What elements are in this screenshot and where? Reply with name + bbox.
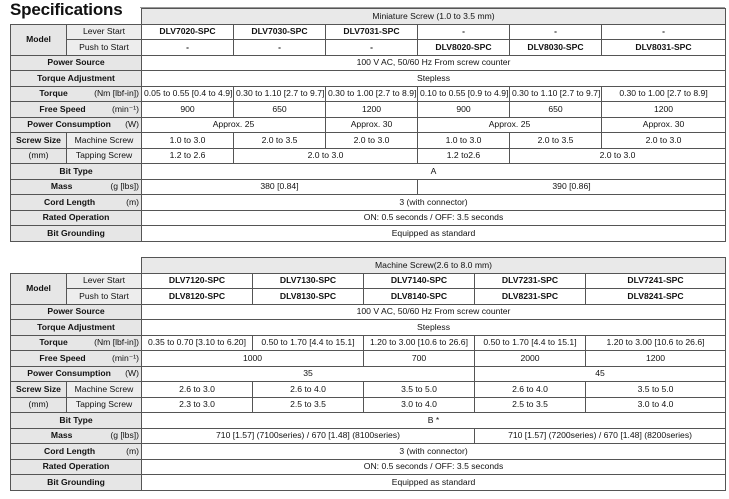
torque-adjustment-value: Stepless — [142, 71, 726, 87]
free-speed-label-text: Free Speed — [39, 352, 86, 363]
lever-start-label: Lever Start — [67, 24, 142, 40]
model-cell: DLV7120-SPC — [142, 273, 253, 289]
torque-value: 0.30 to 1.10 [2.7 to 9.7] — [234, 86, 326, 102]
tapping-screw-label: Tapping Screw — [67, 397, 142, 413]
model-cell: DLV7241-SPC — [586, 273, 726, 289]
machine-screw-value: 1.0 to 3.0 — [142, 133, 234, 149]
model-cell: DLV7231-SPC — [475, 273, 586, 289]
tapping-screw-label: Tapping Screw — [67, 148, 142, 164]
model-cell: DLV7031-SPC — [326, 24, 418, 40]
free-speed-value: 1200 — [326, 102, 418, 118]
power-consumption-value: 35 — [142, 366, 475, 382]
model-cell: DLV8130-SPC — [253, 289, 364, 305]
torque-value: 0.05 to 0.55 [0.4 to 4.9] — [142, 86, 234, 102]
model-cell: DLV8241-SPC — [586, 289, 726, 305]
screw-size-label: Screw Size — [11, 133, 67, 149]
free-speed-value: 650 — [510, 102, 602, 118]
power-consumption-unit: (W) — [125, 119, 139, 130]
model-cell: DLV8030-SPC — [510, 40, 602, 56]
cord-length-label — [11, 444, 142, 460]
mass-value: 710 [1.57] (7200series) / 670 [1.48] (8200series) — [475, 428, 726, 444]
cord-length-value: 3 (with connector) — [142, 195, 726, 211]
free-speed-value: 900 — [418, 102, 510, 118]
screw-size-unit: (mm) — [11, 148, 67, 164]
torque-value: 0.50 to 1.70 [4.4 to 15.1] — [253, 335, 364, 351]
bit-grounding-label: Bit Grounding — [11, 226, 142, 242]
torque-value: 0.30 to 1.00 [2.7 to 8.9] — [326, 86, 418, 102]
torque-adjustment-label: Torque Adjustment — [11, 71, 142, 87]
lever-start-label: Lever Start — [67, 273, 142, 289]
power-consumption-value: 45 — [475, 366, 726, 382]
model-cell: - — [418, 24, 510, 40]
machine-screw-value: 2.0 to 3.0 — [602, 133, 726, 149]
tapping-screw-value: 2.0 to 3.0 — [510, 148, 726, 164]
rated-operation-value: ON: 0.5 seconds / OFF: 3.5 seconds — [142, 459, 726, 475]
mass-label-text: Mass — [50, 181, 73, 192]
model-cell: DLV8031-SPC — [602, 40, 726, 56]
free-speed-label — [11, 351, 142, 367]
mass-value: 380 [0.84] — [142, 179, 418, 195]
free-speed-label-text: Free Speed — [39, 103, 86, 114]
free-speed-value: 1000 — [142, 351, 364, 367]
free-speed-unit: (min⁻¹) — [112, 352, 139, 363]
push-start-label: Push to Start — [67, 289, 142, 305]
tapping-screw-value: 3.0 to 4.0 — [364, 397, 475, 413]
screw-size-label: Screw Size — [11, 382, 67, 398]
torque-label-text: Torque — [39, 88, 68, 99]
group-header: Miniature Screw (1.0 to 3.5 mm) — [142, 9, 726, 25]
torque-value: 0.30 to 1.00 [2.7 to 8.9] — [602, 86, 726, 102]
model-cell: DLV8231-SPC — [475, 289, 586, 305]
machine-screw-value: 2.6 to 3.0 — [142, 382, 253, 398]
free-speed-label — [11, 102, 142, 118]
torque-value: 0.50 to 1.70 [4.4 to 15.1] — [475, 335, 586, 351]
model-cell: - — [602, 24, 726, 40]
machine-screw-value: 2.6 to 4.0 — [253, 382, 364, 398]
torque-value: 1.20 to 3.00 [10.6 to 26.6] — [364, 335, 475, 351]
bit-type-label: Bit Type — [11, 164, 142, 180]
free-speed-value: 1200 — [602, 102, 726, 118]
free-speed-unit: (min⁻¹) — [112, 103, 139, 114]
model-cell: - — [326, 40, 418, 56]
model-label: Model — [11, 24, 67, 55]
machine-screw-value: 2.0 to 3.0 — [326, 133, 418, 149]
power-consumption-label-text: Power Consumption — [27, 119, 111, 130]
push-start-label: Push to Start — [67, 40, 142, 56]
machine-screw-value: 2.0 to 3.5 — [510, 133, 602, 149]
page-title: Specifications — [10, 0, 123, 19]
power-consumption-value: Approx. 30 — [326, 117, 418, 133]
bit-grounding-label: Bit Grounding — [11, 475, 142, 491]
tapping-screw-value: 1.2 to2.6 — [418, 148, 510, 164]
torque-unit: (Nm [lbf-in]) — [94, 337, 139, 348]
torque-value: 1.20 to 3.00 [10.6 to 26.6] — [586, 335, 726, 351]
power-consumption-value: Approx. 25 — [142, 117, 326, 133]
machine-screw-value: 2.6 to 4.0 — [475, 382, 586, 398]
model-cell: DLV8140-SPC — [364, 289, 475, 305]
tapping-screw-value: 2.5 to 3.5 — [253, 397, 364, 413]
cord-length-label — [11, 195, 142, 211]
torque-value: 0.30 to 1.10 [2.7 to 9.7] — [510, 86, 602, 102]
bit-type-label: Bit Type — [11, 413, 142, 429]
mass-unit: (g [lbs]) — [110, 430, 139, 441]
free-speed-value: 2000 — [475, 351, 586, 367]
tapping-screw-value: 2.5 to 3.5 — [475, 397, 586, 413]
power-consumption-label — [11, 117, 142, 133]
screw-size-unit: (mm) — [11, 397, 67, 413]
power-consumption-unit: (W) — [125, 368, 139, 379]
power-consumption-value: Approx. 30 — [602, 117, 726, 133]
power-consumption-value: Approx. 25 — [418, 117, 602, 133]
spec-table-machine-screw — [10, 257, 726, 491]
bit-type-value: B * — [142, 413, 726, 429]
model-cell: - — [510, 24, 602, 40]
power-source-label: Power Source — [11, 304, 142, 320]
free-speed-value: 700 — [364, 351, 475, 367]
model-cell: DLV8120-SPC — [142, 289, 253, 305]
torque-value: 0.35 to 0.70 [3.10 to 6.20] — [142, 335, 253, 351]
model-label: Model — [11, 273, 67, 304]
machine-screw-value: 1.0 to 3.0 — [418, 133, 510, 149]
mass-unit: (g [lbs]) — [110, 181, 139, 192]
power-consumption-label — [11, 366, 142, 382]
bit-type-value: A — [142, 164, 726, 180]
machine-screw-label: Machine Screw — [67, 382, 142, 398]
bit-grounding-value: Equipped as standard — [142, 226, 726, 242]
torque-value: 0.10 to 0.55 [0.9 to 4.9] — [418, 86, 510, 102]
model-cell: DLV7030-SPC — [234, 24, 326, 40]
cord-length-label-text: Cord Length — [44, 196, 96, 207]
free-speed-value: 900 — [142, 102, 234, 118]
mass-value: 390 [0.86] — [418, 179, 726, 195]
free-speed-value: 1200 — [586, 351, 726, 367]
rated-operation-value: ON: 0.5 seconds / OFF: 3.5 seconds — [142, 210, 726, 226]
tapping-screw-value: 1.2 to 2.6 — [142, 148, 234, 164]
rated-operation-label: Rated Operation — [11, 459, 142, 475]
torque-label — [11, 335, 142, 351]
model-cell: - — [142, 40, 234, 56]
cord-length-value: 3 (with connector) — [142, 444, 726, 460]
model-cell: - — [234, 40, 326, 56]
cord-length-unit: (m) — [126, 196, 139, 207]
mass-label-text: Mass — [50, 430, 73, 441]
spec-table-miniature-screw — [10, 8, 726, 242]
cord-length-label-text: Cord Length — [44, 445, 96, 456]
mass-label — [11, 428, 142, 444]
torque-unit: (Nm [lbf-in]) — [94, 88, 139, 99]
model-cell: DLV7140-SPC — [364, 273, 475, 289]
cord-length-unit: (m) — [126, 445, 139, 456]
machine-screw-label: Machine Screw — [67, 133, 142, 149]
power-source-value: 100 V AC, 50/60 Hz From screw counter — [142, 304, 726, 320]
tapping-screw-value: 2.3 to 3.0 — [142, 397, 253, 413]
model-cell: DLV7020-SPC — [142, 24, 234, 40]
machine-screw-value: 3.5 to 5.0 — [586, 382, 726, 398]
mass-value: 710 [1.57] (7100series) / 670 [1.48] (8100series) — [142, 428, 475, 444]
machine-screw-value: 3.5 to 5.0 — [364, 382, 475, 398]
machine-screw-value: 2.0 to 3.5 — [234, 133, 326, 149]
power-source-value: 100 V AC, 50/60 Hz From screw counter — [142, 55, 726, 71]
bit-grounding-value: Equipped as standard — [142, 475, 726, 491]
rated-operation-label: Rated Operation — [11, 210, 142, 226]
tapping-screw-value: 3.0 to 4.0 — [586, 397, 726, 413]
torque-adjustment-value: Stepless — [142, 320, 726, 336]
torque-adjustment-label: Torque Adjustment — [11, 320, 142, 336]
power-consumption-label-text: Power Consumption — [27, 368, 111, 379]
tapping-screw-value: 2.0 to 3.0 — [234, 148, 418, 164]
torque-label-text: Torque — [39, 337, 68, 348]
free-speed-value: 650 — [234, 102, 326, 118]
power-source-label: Power Source — [11, 55, 142, 71]
torque-label — [11, 86, 142, 102]
group-header: Machine Screw(2.6 to 8.0 mm) — [142, 258, 726, 274]
mass-label — [11, 179, 142, 195]
model-cell: DLV8020-SPC — [418, 40, 510, 56]
model-cell: DLV7130-SPC — [253, 273, 364, 289]
